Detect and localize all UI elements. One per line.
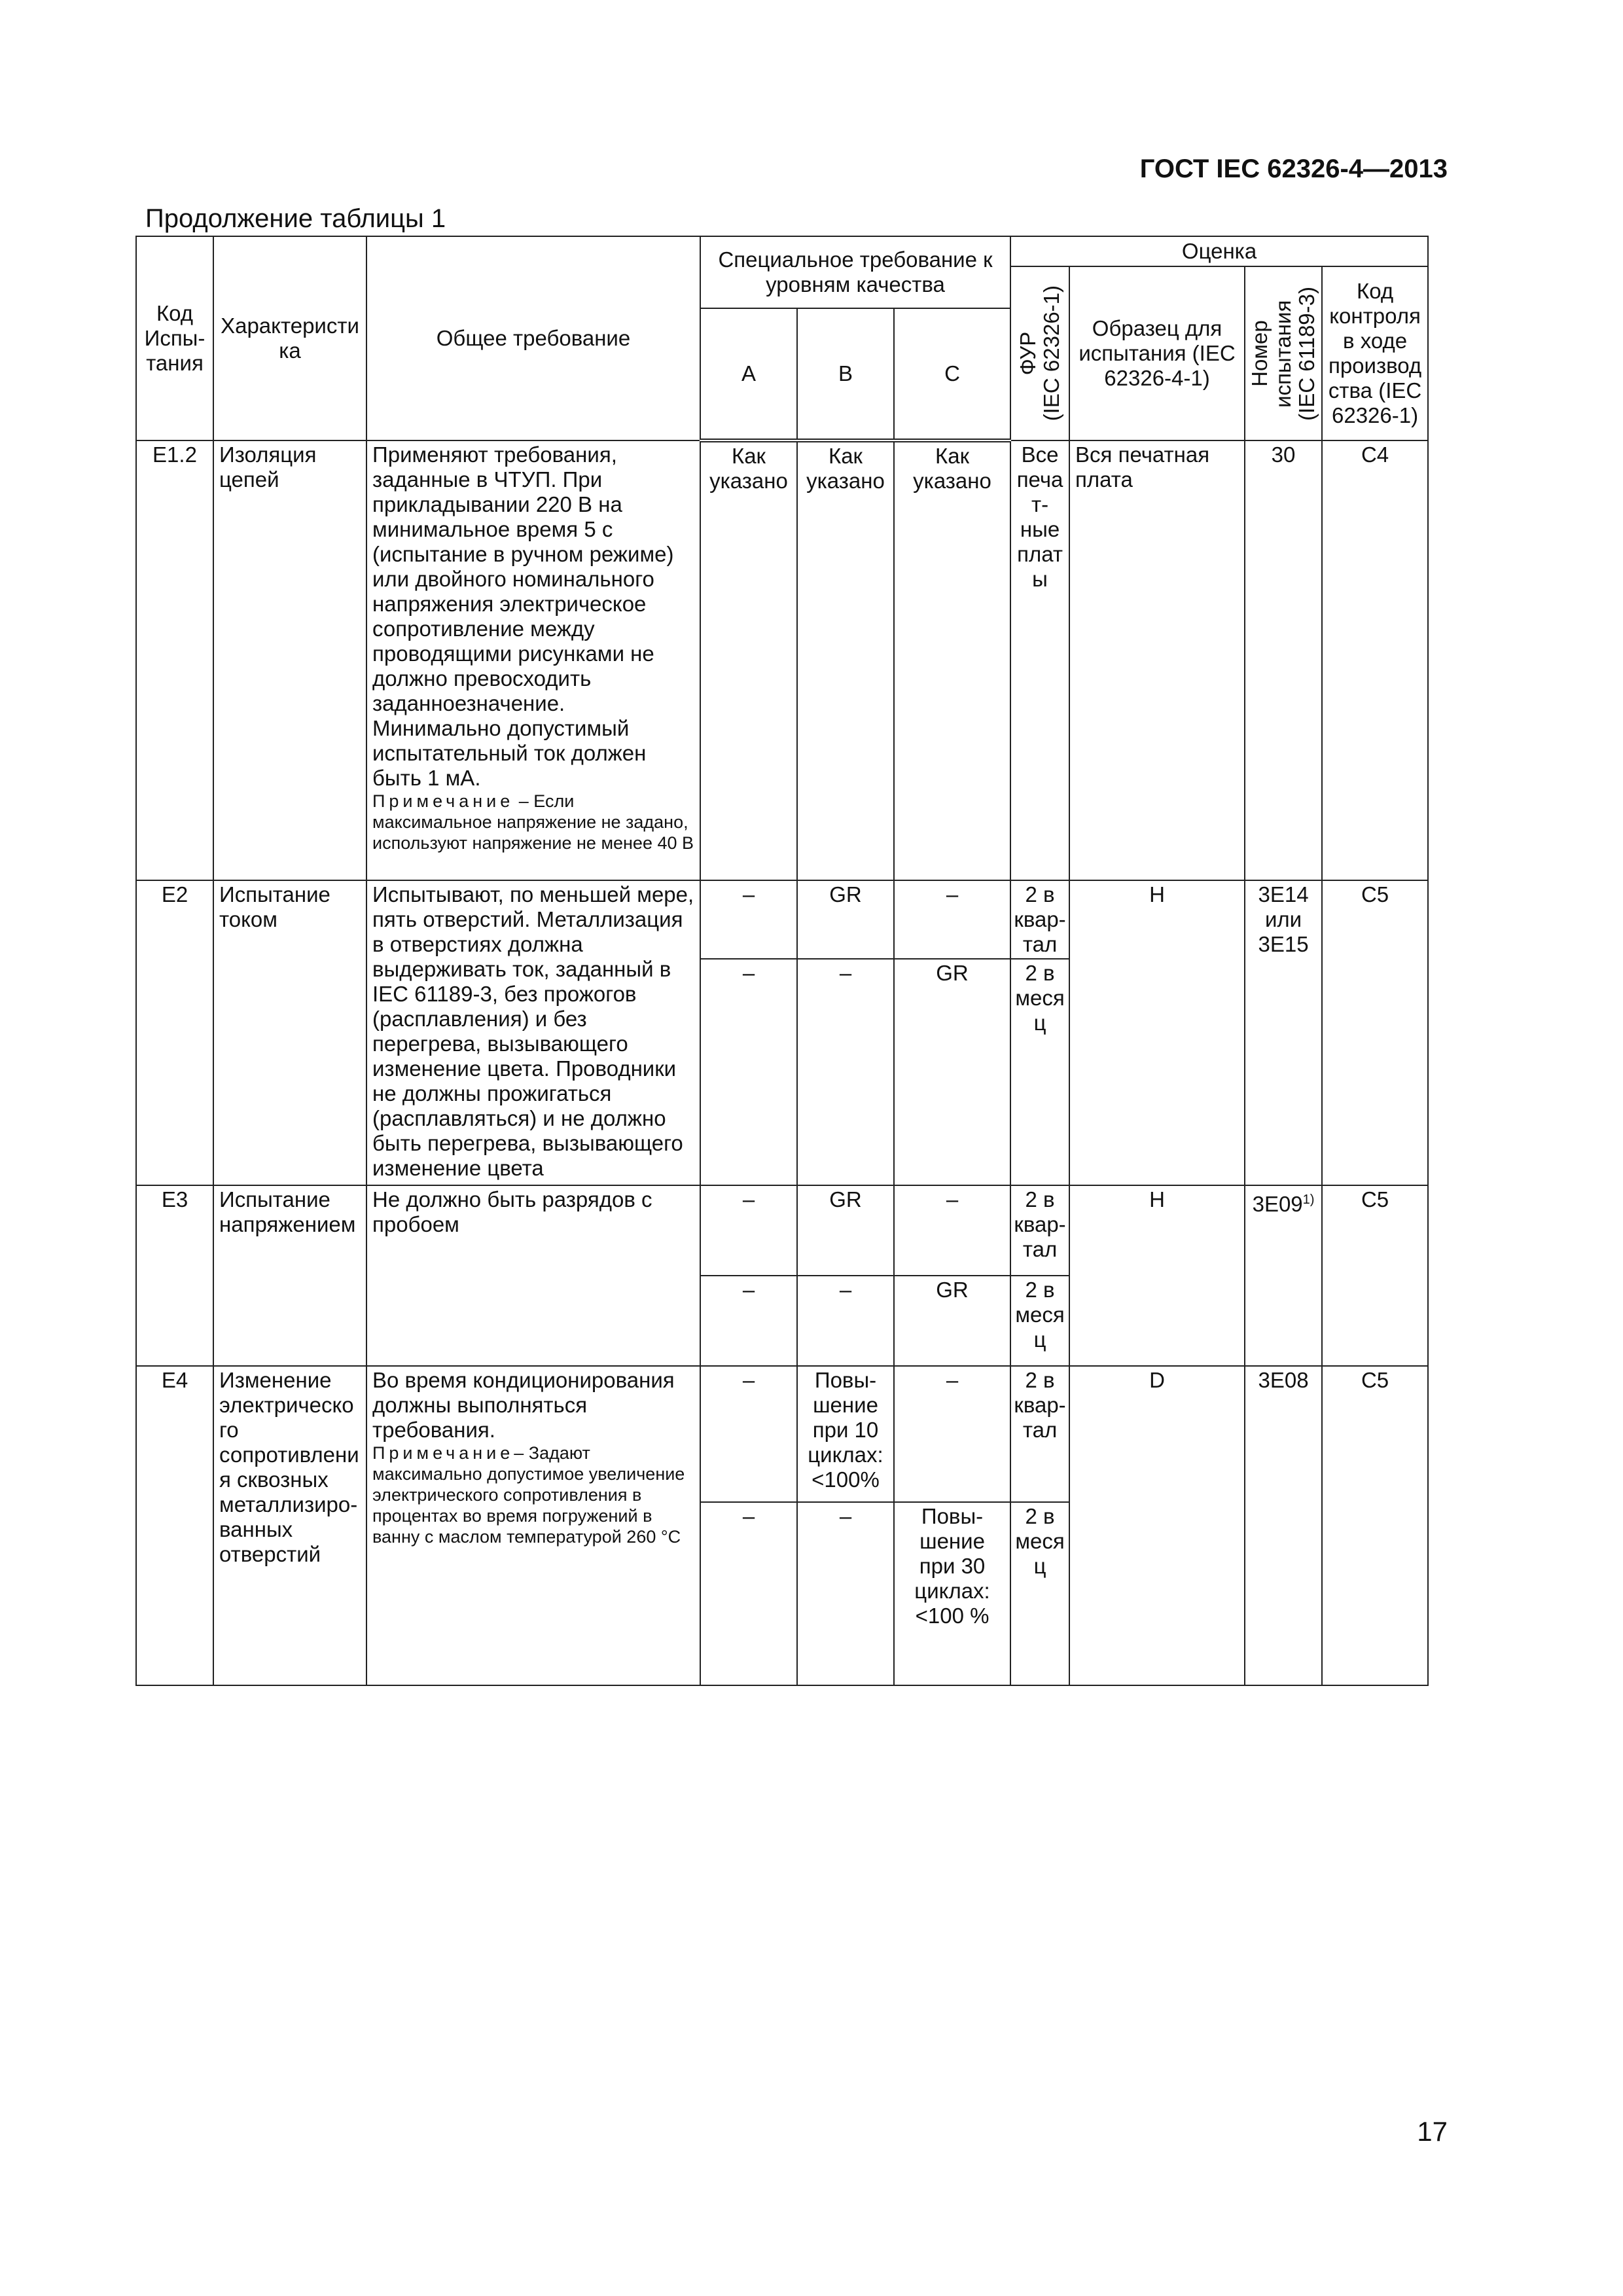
cell-general <box>366 440 700 880</box>
header-sample: Образец для испытания (IEC 62326-4-1) <box>1069 266 1245 440</box>
cell-characteristic: Испытание током <box>213 880 366 1185</box>
cell-general: Испытывают, по меньшей мере, пять отверстий. Металлизация в отверстиях должна выдерживать ток, заданный в IEC 61189-3, без прожогов (расплавления) и без перегрева, вызывающего изменение цвета. Проводники не должны прожигаться (расплавляться) и не должно быть перегрева, вызывающего изменение цвета <box>366 880 700 1185</box>
note <box>372 791 694 853</box>
cell-level-b: – <box>797 1276 894 1366</box>
table-caption: Продолжение таблицы 1 <box>145 204 446 233</box>
cell-level-a: – <box>700 959 797 1185</box>
cell-fur: Все печа т- ные плат ы <box>1010 440 1069 880</box>
cell-level-c: Как указано <box>894 440 1010 880</box>
cell-level-b: GR <box>797 1185 894 1276</box>
cell-level-c: – <box>894 880 1010 959</box>
header-control-code: Код контроля в ходе производства (IEC 62326-1) <box>1322 266 1428 440</box>
table-row <box>136 880 1428 959</box>
header-level-c: C <box>894 308 1010 440</box>
cell-level-b: – <box>797 1502 894 1685</box>
header-code: Код Испы- тания <box>136 236 213 440</box>
cell-fur: 2 в меся ц <box>1010 1276 1069 1366</box>
cell-control-code: C5 <box>1322 880 1428 1185</box>
header-assessment: Оценка <box>1010 236 1428 266</box>
cell-sample: H <box>1069 880 1245 1185</box>
cell-level-a: – <box>700 1276 797 1366</box>
general-text: Во время кондиционирования должны выполняться требования. <box>372 1368 675 1442</box>
requirements-table <box>135 236 1429 1686</box>
cell-general <box>366 1366 700 1685</box>
note <box>372 1443 694 1547</box>
general-text: Применяют требования, заданные в ЧТУП. При прикладывании 220 В на минимальное время 5 с (испытание в ручном режиме) или двойного номинального напряжения электрическое сопротивление между проводящими рисунками не должно превосходить заданноезначение. Минимально допустимый испытательный ток должен быть 1 мА. <box>372 442 674 790</box>
cell-level-c: – <box>894 1366 1010 1502</box>
table-row <box>136 1185 1428 1276</box>
cell-code: E4 <box>136 1366 213 1685</box>
cell-level-b: GR <box>797 880 894 959</box>
note-text: – Если максимальное напряжение не задано, используют напряжение не менее 40 В <box>372 791 694 853</box>
header-fur <box>1010 266 1069 440</box>
cell-sample: Вся печатная плата <box>1069 440 1245 880</box>
cell-test-number: 30 <box>1245 440 1322 880</box>
header-characteristic: Характеристика <box>213 236 366 440</box>
header-test-number <box>1245 266 1322 440</box>
cell-characteristic: Испытание напряжением <box>213 1185 366 1366</box>
header-fur-text: ФУР (IEC 62326-1) <box>1016 285 1064 422</box>
cell-test-number <box>1245 1185 1322 1366</box>
cell-control-code: C5 <box>1322 1366 1428 1685</box>
cell-fur: 2 в квар- тал <box>1010 1366 1069 1502</box>
cell-test-number: 3E14 или 3E15 <box>1245 880 1322 1185</box>
cell-code: E1.2 <box>136 440 213 880</box>
note-label: Примечание <box>372 791 514 811</box>
header-general: Общее требование <box>366 236 700 440</box>
cell-control-code: C4 <box>1322 440 1428 880</box>
cell-level-a: – <box>700 880 797 959</box>
table-row <box>136 440 1428 880</box>
cell-general: Не должно быть разрядов с пробоем <box>366 1185 700 1366</box>
cell-level-a: – <box>700 1502 797 1685</box>
cell-characteristic: Изменение электрическо го сопротивлени я сквозных металлизиро- ванных отверстий <box>213 1366 366 1685</box>
note-label: Примечание <box>372 1443 514 1463</box>
footnote-mark: 1) <box>1302 1193 1315 1207</box>
cell-fur: 2 в меся ц <box>1010 959 1069 1185</box>
cell-level-a: – <box>700 1185 797 1276</box>
header-level-b: B <box>797 308 894 440</box>
cell-code: E3 <box>136 1185 213 1366</box>
note-text: – Задают максимально допустимое увеличение электрического сопротивления в процентах во время погружений в ванну с маслом температурой 260 °С <box>372 1443 685 1547</box>
table-row <box>136 1366 1428 1502</box>
cell-level-a: – <box>700 1366 797 1502</box>
cell-level-c: GR <box>894 959 1010 1185</box>
cell-sample: H <box>1069 1185 1245 1366</box>
cell-level-b: Повы- шение при 10 циклах: <100% <box>797 1366 894 1502</box>
cell-test-number: 3E08 <box>1245 1366 1322 1685</box>
cell-characteristic: Изоляция цепей <box>213 440 366 880</box>
cell-control-code: C5 <box>1322 1185 1428 1366</box>
header-special: Специальное требование к уровням качества <box>700 236 1010 308</box>
test-number-text: 3E09 <box>1252 1192 1303 1216</box>
cell-level-a: Как указано <box>700 440 797 880</box>
cell-level-c: – <box>894 1185 1010 1276</box>
cell-level-b: – <box>797 959 894 1185</box>
cell-level-c: Повы- шение при 30 циклах: <100 % <box>894 1502 1010 1685</box>
cell-fur: 2 в квар- тал <box>1010 1185 1069 1276</box>
header-test-number-text: Номер испытания (IEC 61189-3) <box>1247 286 1319 421</box>
cell-fur: 2 в меся ц <box>1010 1502 1069 1685</box>
cell-level-c: GR <box>894 1276 1010 1366</box>
cell-code: E2 <box>136 880 213 1185</box>
cell-level-b: Как указано <box>797 440 894 880</box>
header-level-a: A <box>700 308 797 440</box>
page-number: 17 <box>1417 2116 1448 2147</box>
cell-fur: 2 в квар- тал <box>1010 880 1069 959</box>
standard-header: ГОСТ IEC 62326-4—2013 <box>1139 154 1448 183</box>
cell-sample: D <box>1069 1366 1245 1685</box>
